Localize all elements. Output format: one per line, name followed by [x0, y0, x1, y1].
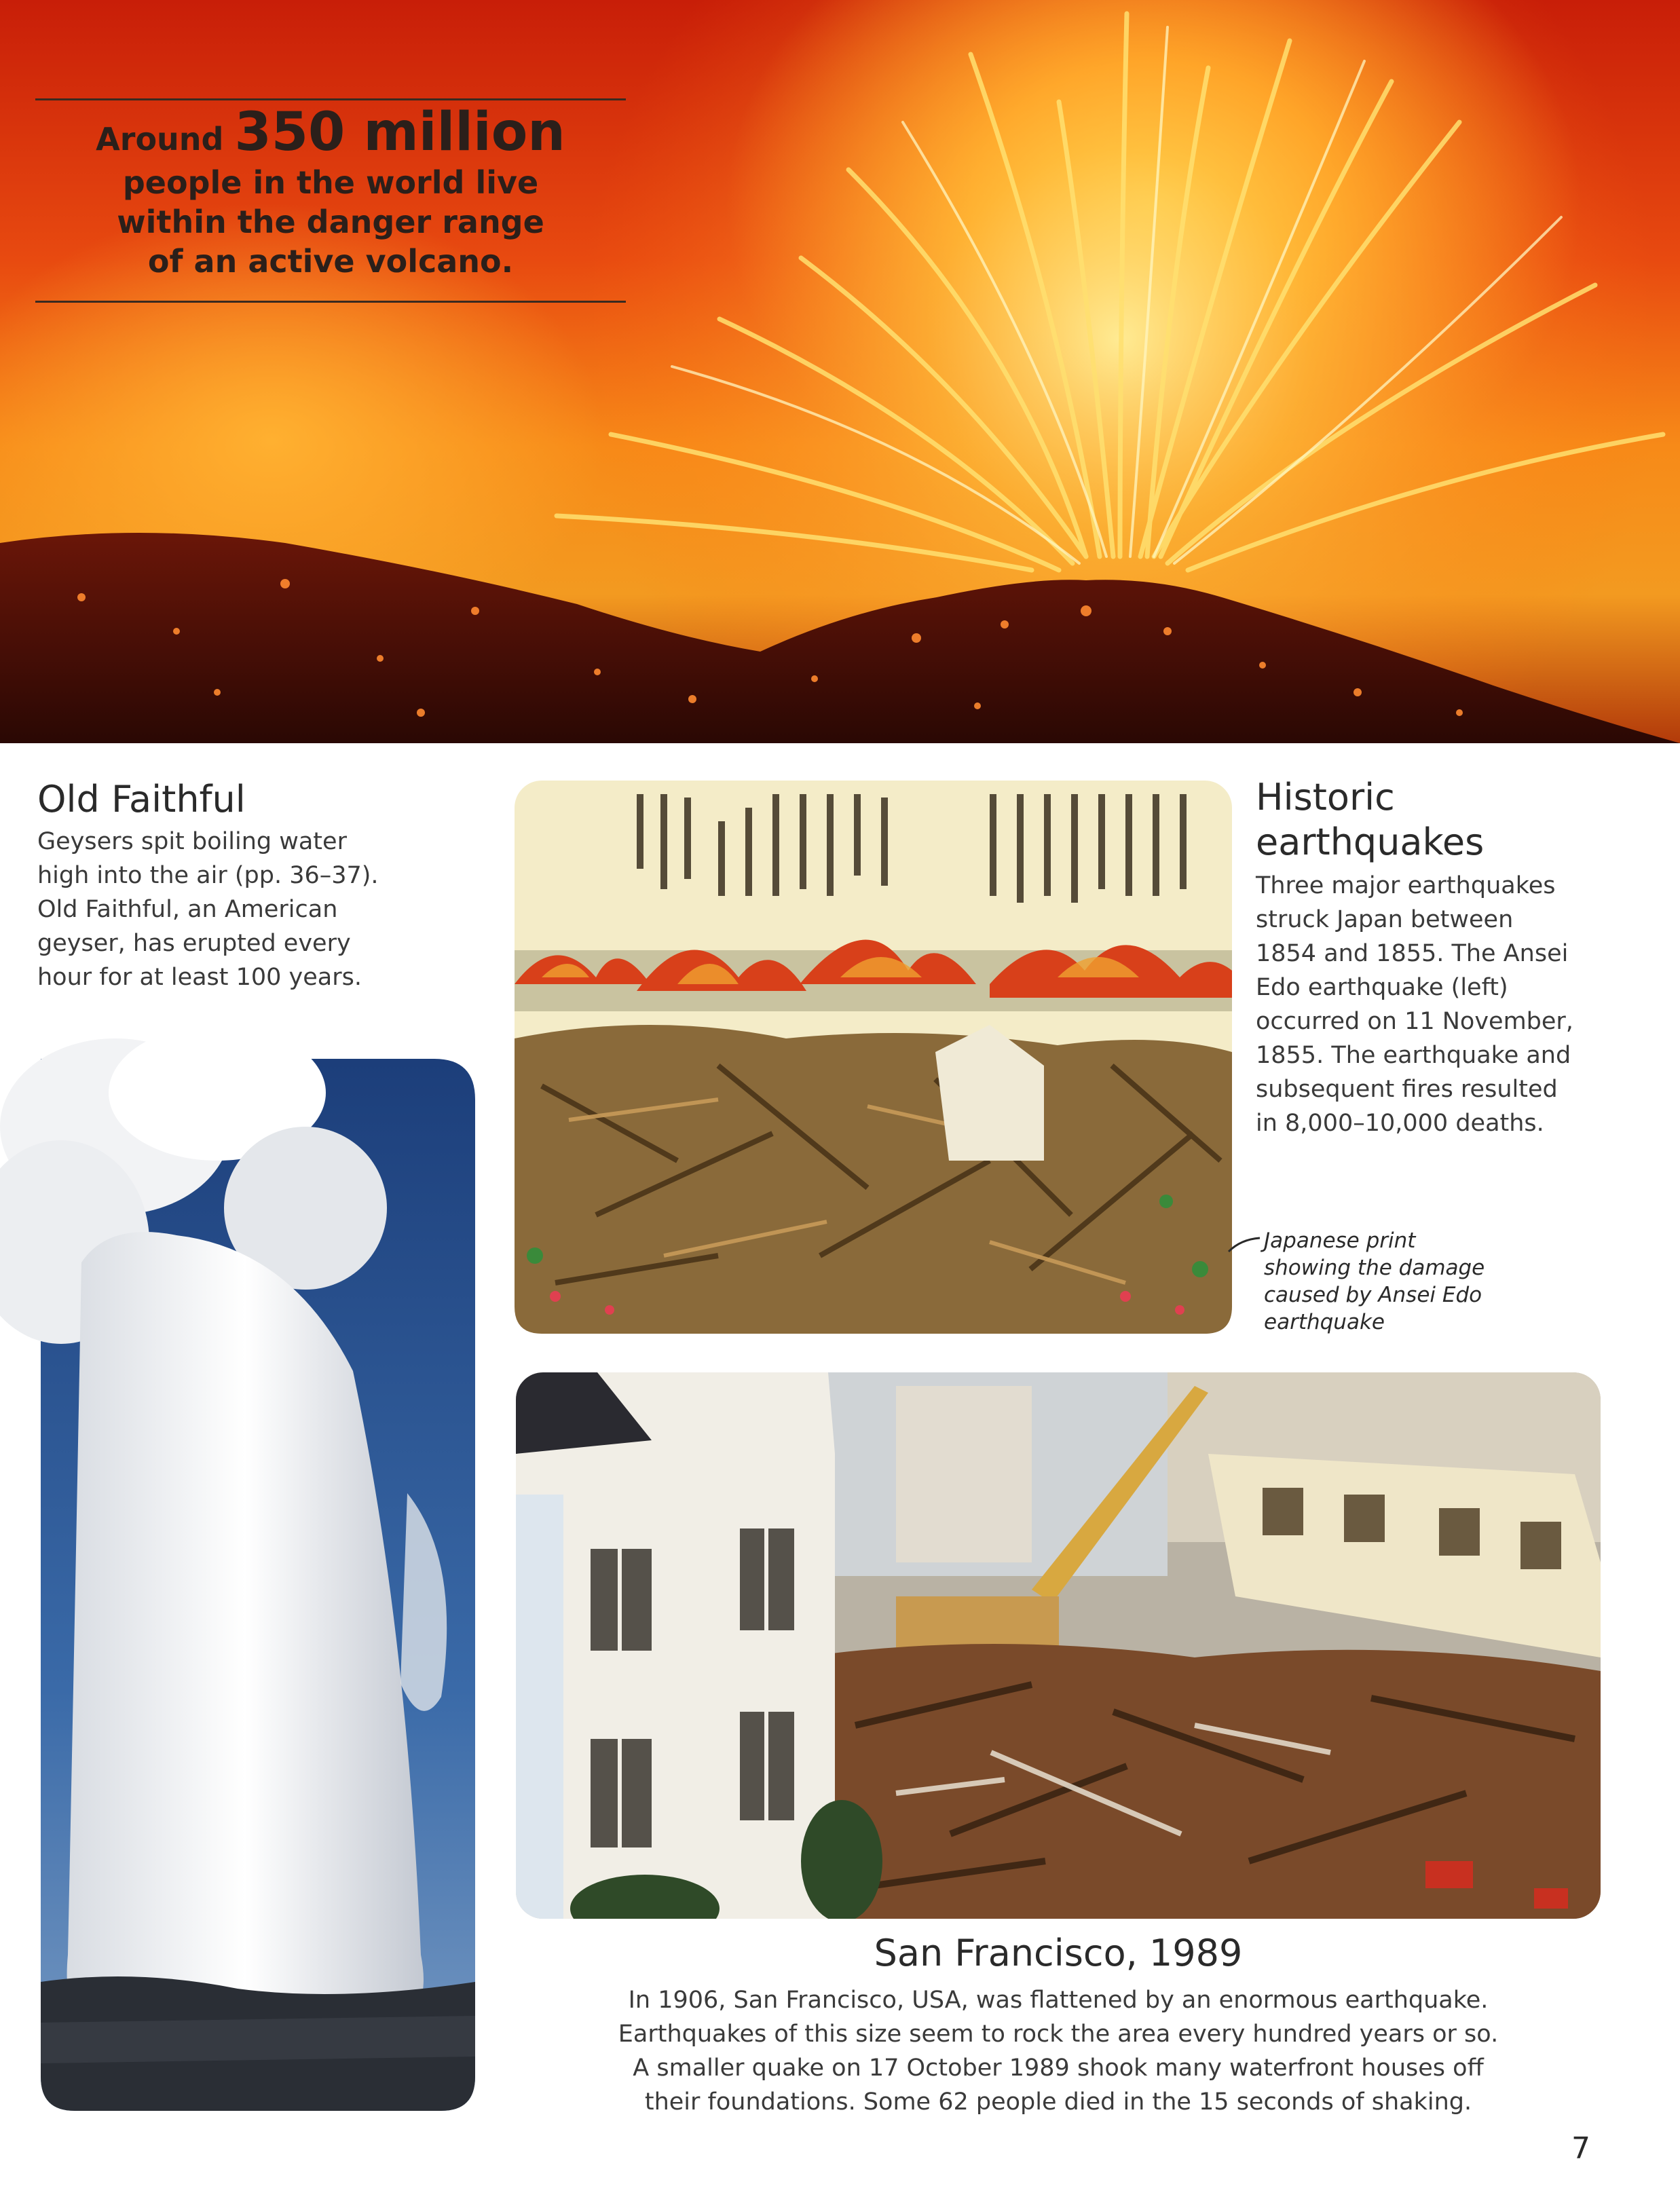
old-faithful-text	[37, 825, 458, 994]
volcano-eruption-photo	[0, 0, 1680, 743]
volcano-stat-callout	[35, 102, 626, 281]
historic-line: 1854 and 1855. The Ansei	[1256, 940, 1569, 967]
stat-line-1	[35, 102, 626, 163]
stat-line-2: people in the world live	[122, 164, 539, 201]
caption-line: caused by Ansei Edo	[1264, 1283, 1482, 1307]
page-number: 7	[1571, 2131, 1590, 2166]
historic-earthquakes-text	[1256, 869, 1663, 1140]
old-faithful-line: geyser, has erupted every	[37, 930, 351, 957]
heading-line: earthquakes	[1256, 821, 1485, 863]
historic-line: 1855. The earthquake and	[1256, 1042, 1571, 1069]
historic-line: subsequent fires resulted	[1256, 1076, 1558, 1103]
caption-line: earthquake	[1264, 1310, 1385, 1334]
san-francisco-damage-photo	[516, 1372, 1601, 1919]
caption-line: showing the damage	[1264, 1256, 1485, 1280]
sf-line: Earthquakes of this size seem to rock the area every hundred years or so.	[618, 2021, 1499, 2048]
old-faithful-line: Geysers spit boiling water	[37, 828, 347, 855]
historic-line: Three major earthquakes	[1256, 872, 1556, 899]
old-faithful-heading: Old Faithful	[37, 778, 246, 821]
historic-earthquakes-heading	[1256, 775, 1484, 865]
stat-number: 350 million	[234, 102, 565, 163]
historic-line: struck Japan between	[1256, 906, 1514, 933]
historic-line: occurred on 11 November,	[1256, 1008, 1573, 1035]
japanese-print-caption	[1264, 1227, 1644, 1336]
stat-top-rule	[35, 98, 626, 100]
sf-line: their foundations. Some 62 people died in the 15 seconds of shaking.	[644, 2088, 1472, 2116]
stat-line-4: of an active volcano.	[147, 243, 514, 280]
stat-line-3: within the danger range	[117, 204, 544, 240]
old-faithful-line: hour for at least 100 years.	[37, 964, 362, 991]
old-faithful-line: Old Faithful, an American	[37, 896, 338, 923]
heading-line: Historic	[1256, 776, 1395, 819]
caption-leader-line	[1227, 1234, 1261, 1254]
caption-line: Japanese print	[1264, 1228, 1416, 1253]
sf-line: In 1906, San Francisco, USA, was flattened by an enormous earthquake.	[628, 1987, 1489, 2014]
san-francisco-heading: San Francisco, 1989	[874, 1932, 1243, 1974]
historic-line: Edo earthquake (left)	[1256, 974, 1508, 1001]
stat-bottom-rule	[35, 301, 626, 303]
historic-line: in 8,000–10,000 deaths.	[1256, 1110, 1544, 1137]
stat-prefix: Around	[96, 121, 224, 157]
old-faithful-line: high into the air (pp. 36–37).	[37, 862, 379, 889]
geyser-photo	[0, 1018, 479, 2114]
japanese-print-photo	[515, 781, 1232, 1334]
san-francisco-text	[516, 1983, 1601, 2119]
sf-line: A smaller quake on 17 October 1989 shook many waterfront houses off	[633, 2055, 1484, 2082]
